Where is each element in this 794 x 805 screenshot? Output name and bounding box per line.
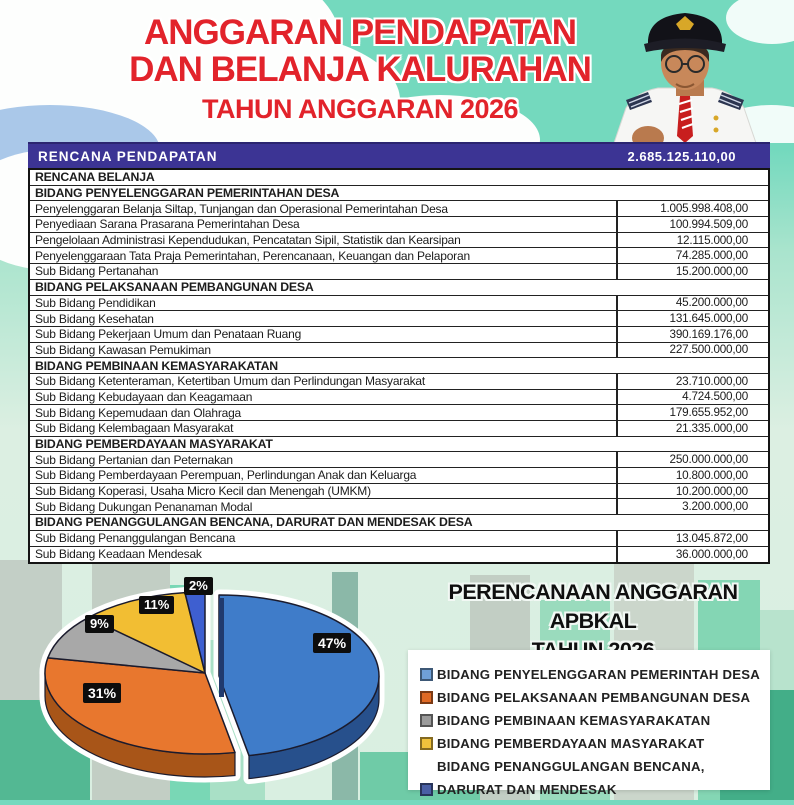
- pie-label-9pct: 9%: [85, 615, 114, 633]
- row-value: 390.169.176,00: [616, 327, 768, 342]
- legend-item: [420, 663, 770, 686]
- row-label: Sub Bidang Keadaan Mendesak: [35, 547, 202, 562]
- legend-item-label: BIDANG PENANGGULANGAN BENCANA,: [437, 759, 705, 774]
- cloud: [726, 0, 794, 44]
- row-value: 21.335.000,00: [616, 421, 768, 436]
- legend-item: [420, 755, 770, 778]
- table-row: [30, 421, 768, 437]
- legend-swatch-icon: [420, 737, 433, 750]
- row-label: Sub Bidang Pemberdayaan Perempuan, Perlindungan Anak dan Keluarga: [35, 468, 417, 483]
- row-label: Pengelolaan Administrasi Kependudukan, Pencatatan Sipil, Statistik dan Kearsipan: [35, 233, 461, 248]
- legend-swatch-spacer: [420, 760, 433, 773]
- table-row: [30, 311, 768, 327]
- pie-label-47pct: 47%: [313, 633, 351, 653]
- row-label: Sub Bidang Kepemudaan dan Olahraga: [35, 405, 242, 420]
- legend-item: [420, 709, 770, 732]
- pie-chart: [18, 570, 394, 800]
- row-value: 23.710.000,00: [616, 374, 768, 389]
- belanja-title-row: [30, 170, 768, 186]
- legend-swatch-icon: [420, 668, 433, 681]
- table-row: [30, 217, 768, 233]
- row-value: 100.994.509,00: [616, 217, 768, 232]
- pie-label-2pct: 2%: [184, 577, 213, 595]
- row-label: Sub Bidang Kebudayaan dan Keagamaan: [35, 389, 253, 404]
- legend-panel: [408, 650, 770, 797]
- belanja-table: [28, 168, 770, 564]
- section-row: [30, 515, 768, 531]
- row-value: 15.200.000,00: [616, 264, 768, 279]
- table-row: [30, 484, 768, 500]
- pendapatan-label: RENCANA PENDAPATAN: [38, 148, 218, 164]
- section-row-title: BIDANG PENANGGULANGAN BENCANA, DARURAT DAN MENDESAK DESA: [35, 515, 473, 530]
- table-row: [30, 343, 768, 359]
- legend-item-label: DARURAT DAN MENDESAK: [437, 782, 617, 797]
- row-value: 250.000.000,00: [616, 452, 768, 467]
- section-row: [30, 280, 768, 296]
- legend-swatch-icon: [420, 783, 433, 796]
- pendapatan-value: 2.685.125.110,00: [627, 148, 736, 164]
- row-value: 1.005.998.408,00: [616, 201, 768, 216]
- row-label: Sub Bidang Kawasan Pemukiman: [35, 342, 211, 357]
- table-row: [30, 452, 768, 468]
- legend-item: [420, 778, 770, 801]
- pie-label-11pct: 11%: [139, 596, 174, 614]
- row-label: Sub Bidang Pekerjaan Umum dan Penataan Ruang: [35, 327, 302, 342]
- title-line-3: TAHUN ANGGARAN 2026: [201, 94, 519, 124]
- table-row: [30, 531, 768, 547]
- row-label: Sub Bidang Ketenteraman, Ketertiban Umum dan Perlindungan Masyarakat: [35, 374, 425, 389]
- legend-item-label: BIDANG PEMBERDAYAAN MASYARAKAT: [437, 736, 705, 751]
- legend-swatch-icon: [420, 691, 433, 704]
- table-row: [30, 499, 768, 515]
- page-title: [60, 14, 660, 125]
- table-row: [30, 248, 768, 264]
- row-label: Sub Bidang Koperasi, Usaha Micro Kecil dan Menengah (UMKM): [35, 484, 371, 499]
- legend-item-label: BIDANG PEMBINAAN KEMASYARAKATAN: [437, 713, 711, 728]
- table-row: [30, 296, 768, 312]
- row-value: 3.200.000,00: [616, 499, 768, 514]
- belanja-title-row-title: RENCANA BELANJA: [35, 170, 155, 185]
- section-row-title: BIDANG PELAKSANAAN PEMBANGUNAN DESA: [35, 280, 314, 295]
- table-row: [30, 547, 768, 563]
- section-row-title: BIDANG PEMBINAAN KEMASYARAKATAN: [35, 358, 278, 373]
- table-row: [30, 405, 768, 421]
- table-row: [30, 233, 768, 249]
- title-line-2: DAN BELANJA KALURAHAN: [129, 50, 591, 89]
- row-value: 10.200.000,00: [616, 484, 768, 499]
- legend-title-line-1: PERENCANAAN ANGGARAN APBKAL: [448, 580, 738, 633]
- table-row: [30, 201, 768, 217]
- legend-item: [420, 732, 770, 755]
- row-label: Penyelenggaran Belanja Siltap, Tunjangan dan Operasional Pemerintahan Desa: [35, 201, 448, 216]
- section-row-title: BIDANG PEMBERDAYAAN MASYARAKAT: [35, 437, 273, 452]
- row-label: Sub Bidang Penanggulangan Bencana: [35, 531, 236, 546]
- row-value: 36.000.000,00: [616, 547, 768, 563]
- table-row: [30, 264, 768, 280]
- pie-label-31pct: 31%: [83, 683, 121, 703]
- pie-slice-group: [219, 595, 379, 779]
- row-label: Penyelenggaraan Tata Praja Pemerintahan, Perencanaan, Keuangan dan Pelaporan: [35, 248, 470, 263]
- row-value: 179.655.952,00: [616, 405, 768, 420]
- section-row: [30, 186, 768, 202]
- row-value: 74.285.000,00: [616, 248, 768, 263]
- table-row: [30, 390, 768, 406]
- section-row: [30, 358, 768, 374]
- row-label: Sub Bidang Dukungan Penanaman Modal: [35, 499, 253, 514]
- legend-item: [420, 686, 770, 709]
- row-value: 10.800.000,00: [616, 468, 768, 483]
- title-line-1: ANGGARAN PENDAPATAN: [143, 13, 577, 52]
- row-value: 227.500.000,00: [616, 343, 768, 358]
- row-label: Sub Bidang Kesehatan: [35, 311, 154, 326]
- pie-slice-group: [45, 592, 235, 777]
- legend-item-label: BIDANG PELAKSANAAN PEMBANGUNAN DESA: [437, 690, 751, 705]
- section-row: [30, 437, 768, 453]
- legend-item-label: BIDANG PENYELENGGARAN PEMERINTAH DESA: [437, 667, 760, 682]
- row-label: Sub Bidang Pertanian dan Peternakan: [35, 452, 233, 467]
- row-value: 13.045.872,00: [616, 531, 768, 546]
- section-row-title: BIDANG PENYELENGGARAN PEMERINTAHAN DESA: [35, 186, 340, 201]
- row-label: Sub Bidang Kelembagaan Masyarakat: [35, 421, 234, 436]
- row-value: 45.200.000,00: [616, 296, 768, 311]
- row-value: 4.724.500,00: [616, 390, 768, 405]
- table-row: [30, 468, 768, 484]
- legend-swatch-icon: [420, 714, 433, 727]
- table-row: [30, 327, 768, 343]
- row-label: Sub Bidang Pendidikan: [35, 295, 156, 310]
- row-label: Sub Bidang Pertanahan: [35, 264, 159, 279]
- row-label: Penyediaan Sarana Prasarana Pemerintahan Desa: [35, 217, 300, 232]
- row-value: 131.645.000,00: [616, 311, 768, 326]
- row-value: 12.115.000,00: [616, 233, 768, 248]
- table-row: [30, 374, 768, 390]
- pendapatan-row: [28, 142, 770, 168]
